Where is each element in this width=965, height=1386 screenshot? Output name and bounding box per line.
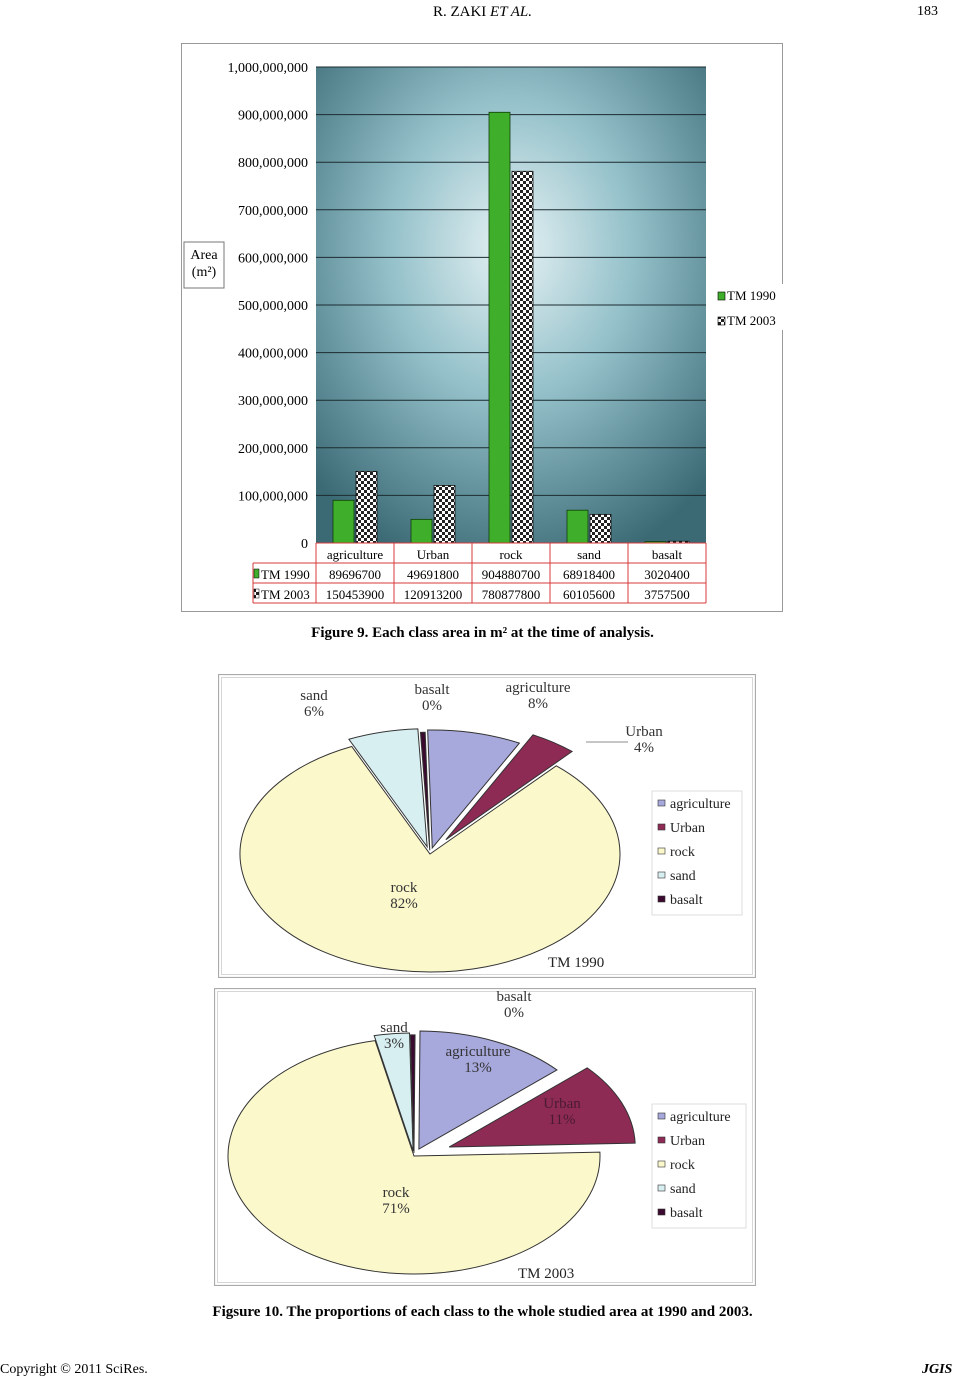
category-label: rock — [499, 547, 523, 562]
table-swatch-tm1990 — [254, 569, 259, 578]
category-label: Urban — [416, 547, 450, 562]
legend-label-tm2003: TM 2003 — [727, 313, 776, 328]
legend-swatch-sand — [658, 1185, 665, 1191]
y-tick-label: 500,000,000 — [238, 299, 308, 314]
figure-9-caption: Figure 9. Each class area in m² at the time of analysis. — [311, 625, 654, 641]
legend-swatch-rock — [658, 1161, 665, 1167]
table-cell-tm1990: 49691800 — [407, 567, 459, 582]
y-tick-label: 700,000,000 — [238, 203, 308, 219]
pie-label-sand: sand — [300, 688, 328, 704]
table-cell-tm2003: 150453900 — [325, 587, 385, 602]
bar-tm1990-urban — [411, 519, 432, 543]
bar-tm2003-sand — [590, 514, 611, 543]
legend-label-agriculture: agriculture — [670, 797, 731, 812]
legend-swatch-urban — [658, 824, 665, 830]
y-axis-title-line2: (m²) — [191, 265, 217, 280]
legend-swatch-tm1990 — [718, 292, 725, 300]
pie-label-rock: rock — [382, 1185, 410, 1201]
figure-10-caption: Figsure 10. The proportions of each class to the whole studied area at 1990 and 2003. — [212, 1304, 753, 1320]
pie-title: TM 1990 — [548, 955, 605, 971]
y-tick-label: 900,000,000 — [238, 108, 308, 124]
pie-label-sand: sand — [380, 1020, 408, 1036]
table-cell-tm2003: 780877800 — [481, 587, 541, 602]
legend-label-basalt: basalt — [670, 1206, 703, 1221]
y-tick-label: 600,000,000 — [238, 251, 308, 267]
legend-label-rock: rock — [670, 1158, 695, 1173]
pie-value-agriculture: 8% — [528, 696, 548, 712]
table-cell-tm1990: 3020400 — [644, 567, 690, 582]
pie-value-agriculture: 13% — [464, 1060, 492, 1076]
pie-value-basalt: 0% — [422, 698, 442, 714]
pie-label-basalt: basalt — [496, 989, 532, 1005]
legend-swatch-basalt — [658, 896, 665, 902]
y-tick-label: 0 — [301, 537, 308, 552]
legend-swatch-agriculture — [658, 1113, 665, 1119]
pie-value-rock: 82% — [390, 896, 418, 912]
legend-label-agriculture: agriculture — [670, 1110, 731, 1125]
legend-label-sand: sand — [670, 1182, 696, 1197]
bar-tm1990-sand — [567, 510, 588, 543]
category-label: sand — [577, 547, 601, 562]
category-label: agriculture — [326, 547, 384, 562]
category-label: basalt — [651, 547, 683, 562]
figure-9-bar-chart — [181, 43, 783, 613]
y-tick-label: 200,000,000 — [238, 441, 308, 457]
table-cell-tm1990: 89696700 — [329, 567, 381, 582]
table-cell-tm2003: 60105600 — [563, 587, 615, 602]
pie-value-rock: 71% — [382, 1201, 410, 1217]
table-row-label-tm2003: TM 2003 — [261, 587, 310, 602]
pie-value-urban: 11% — [548, 1112, 576, 1128]
table-cell-tm2003: 3757500 — [644, 587, 690, 602]
pie-label-urban: Urban — [543, 1096, 581, 1112]
table-cell-tm1990: 68918400 — [563, 567, 615, 582]
legend-swatch-tm2003 — [718, 317, 725, 325]
y-tick-label: 400,000,000 — [238, 346, 308, 362]
footer-journal: JGIS — [922, 1362, 953, 1377]
table-cell-tm2003: 120913200 — [403, 587, 463, 602]
legend-swatch-agriculture — [658, 800, 665, 806]
pie-label-basalt: basalt — [414, 682, 450, 698]
bar-tm2003-agriculture — [356, 471, 377, 543]
figure-10-pie-2003 — [214, 988, 756, 1286]
legend-label-basalt: basalt — [670, 893, 703, 908]
pie-label-rock: rock — [390, 880, 418, 896]
y-tick-label: 800,000,000 — [238, 156, 308, 172]
footer-copyright: Copyright © 2011 SciRes. — [0, 1362, 148, 1377]
y-axis-title-line1: Area — [190, 248, 218, 263]
pie-value-sand: 3% — [384, 1036, 404, 1052]
legend — [713, 284, 783, 330]
bar-tm2003-urban — [434, 485, 455, 543]
table-cell-tm1990: 904880700 — [481, 567, 541, 582]
legend-swatch-sand — [658, 872, 665, 878]
pie-label-agriculture: agriculture — [445, 1044, 511, 1060]
legend-label-sand: sand — [670, 869, 696, 884]
pie-value-sand: 6% — [304, 704, 324, 720]
pie-value-basalt: 0% — [504, 1005, 524, 1021]
bar-tm2003-rock — [512, 171, 533, 543]
pie-value-urban: 4% — [634, 740, 654, 756]
table-row-label-tm1990: TM 1990 — [261, 567, 310, 582]
page-number: 183 — [917, 4, 938, 19]
pie-label-agriculture: agriculture — [505, 680, 571, 696]
table-swatch-tm2003 — [254, 589, 259, 598]
legend-label-rock: rock — [670, 845, 695, 860]
legend-label-tm1990: TM 1990 — [727, 288, 776, 303]
y-tick-label: 300,000,000 — [238, 394, 308, 410]
legend-swatch-urban — [658, 1137, 665, 1143]
bar-tm1990-rock — [489, 112, 510, 543]
pie-title: TM 2003 — [518, 1266, 575, 1282]
figure-10-pie-1990 — [218, 674, 756, 978]
legend-label-urban: Urban — [670, 1134, 705, 1149]
legend-label-urban: Urban — [670, 821, 705, 836]
bar-tm1990-agriculture — [333, 500, 354, 543]
running-header-authors: R. ZAKI ET AL. — [432, 4, 533, 20]
y-axis-title — [184, 242, 224, 288]
y-tick-label: 1,000,000,000 — [227, 61, 308, 76]
legend-swatch-basalt — [658, 1209, 665, 1215]
pie-label-urban: Urban — [625, 724, 663, 740]
legend-swatch-rock — [658, 848, 665, 854]
y-tick-label: 100,000,000 — [238, 489, 308, 505]
